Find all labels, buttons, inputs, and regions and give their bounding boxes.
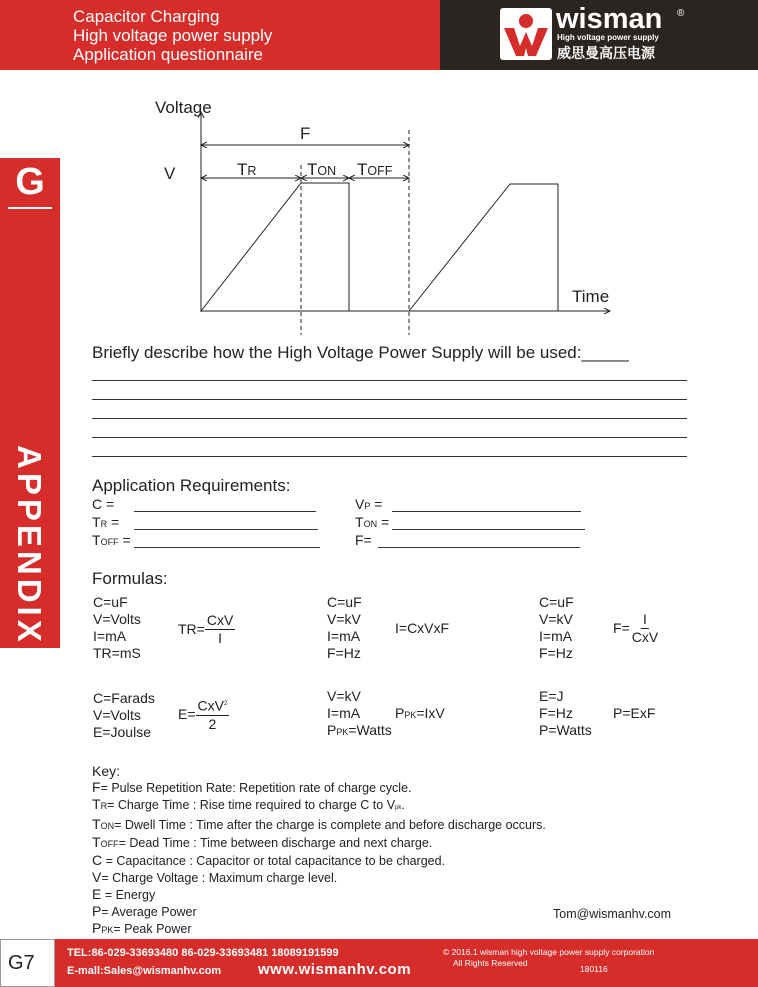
tr-label: TR bbox=[237, 160, 257, 179]
contact-email[interactable]: Tom@wismanhv.com bbox=[553, 907, 672, 921]
f-label: F bbox=[300, 124, 311, 143]
answer-line[interactable] bbox=[92, 437, 687, 438]
key-item-p: P= Average Power bbox=[92, 903, 197, 919]
brand-tagline: High voltage power supply bbox=[557, 33, 659, 42]
formula-block-peak-power: V=kV I=mA PPK=Watts bbox=[327, 688, 392, 738]
key-item-ton: TON= Dwell Time : Time after the charge is complete and before discharge occurs. bbox=[92, 816, 546, 832]
x-axis-label: Time bbox=[572, 287, 610, 306]
formula-charge-time: TR= $\frac{\text{CxV}}{I}$ bbox=[178, 612, 234, 646]
req-vp-label: VP = bbox=[355, 496, 383, 512]
header-title-line-3: Application questionnaire bbox=[73, 45, 263, 64]
section-letter: G bbox=[15, 161, 45, 203]
footer-email[interactable]: E-mall:Sales@wismanhv.com bbox=[67, 965, 222, 977]
key-item-toff: TOFF= Dead Time : Time between discharge and next charge. bbox=[92, 834, 433, 850]
toff-label: TOFF bbox=[357, 160, 393, 179]
req-tr-field[interactable] bbox=[134, 529, 318, 530]
section-title-vertical: APPENDIX bbox=[11, 445, 48, 646]
key-list bbox=[92, 779, 546, 938]
formula-energy: E= $\frac{CxV^2}{2}$ bbox=[178, 697, 228, 732]
req-f-label: F= bbox=[355, 532, 372, 548]
requirements-title: Application Requirements: bbox=[92, 476, 291, 495]
req-ton-field[interactable] bbox=[392, 529, 585, 530]
footer-website[interactable]: www.wismanhv.com bbox=[258, 961, 412, 978]
wisman-logo-icon bbox=[500, 8, 552, 60]
brand-name: wisman bbox=[556, 3, 663, 35]
v-label: V bbox=[164, 164, 176, 183]
formula-block-energy: C=Farads V=Volts E=Joulse bbox=[93, 690, 155, 740]
section-letter-rule bbox=[8, 207, 52, 209]
key-item-tr: TR= Charge Time : Rise time required to charge C to Vpk. bbox=[92, 796, 405, 812]
formula-block-charge-time: C=uF V=Volts I=mA TR=mS bbox=[93, 594, 141, 661]
req-toff-field[interactable] bbox=[134, 547, 320, 548]
formula-block-average-power: E=J F=Hz P=Watts bbox=[539, 688, 592, 738]
footer-doc-code: 180116 bbox=[580, 964, 608, 974]
formula-average-power: P=ExF bbox=[613, 705, 656, 721]
key-item-v: V= Charge Voltage : Maximum charge level. bbox=[92, 869, 338, 885]
footer-rights: All Rights Reserved bbox=[453, 958, 528, 968]
req-ton-label: TON = bbox=[355, 514, 390, 530]
key-title: Key: bbox=[92, 763, 121, 779]
key-item-ppk: PPK= Peak Power bbox=[92, 920, 192, 936]
key-item-c: C = Capacitance : Capacitor or total capacitance to be charged. bbox=[92, 852, 446, 868]
footer-tel: TEL:86-029-33693480 86-029-33693481 18089191599 bbox=[67, 947, 339, 959]
answer-line[interactable] bbox=[92, 456, 687, 457]
key-item-f: F= Pulse Repetition Rate: Repetition rate of charge cycle. bbox=[92, 779, 412, 795]
req-toff-label: TOFF = bbox=[92, 532, 131, 548]
formula-block-current: C=uF V=kV I=mA F=Hz bbox=[327, 594, 362, 661]
brand-name-chinese: 威思曼高压电源 bbox=[557, 45, 655, 61]
formula-current: I=CxVxF bbox=[395, 620, 450, 636]
registered-mark: ® bbox=[677, 8, 685, 19]
footer-copyright: © 2016.1 wisman high voltage power supply corporation bbox=[443, 947, 655, 957]
charging-waveform-diagram bbox=[140, 90, 640, 340]
pulse-1 bbox=[201, 183, 349, 311]
req-vp-field[interactable] bbox=[392, 511, 581, 512]
formula-frequency: F= $\frac{I}{\text{CxV}}$ bbox=[613, 611, 659, 645]
header-title-line-1: Capacitor Charging bbox=[73, 7, 220, 26]
req-c-label: C = bbox=[92, 496, 115, 512]
answer-line[interactable] bbox=[92, 418, 687, 419]
answer-line[interactable] bbox=[92, 399, 687, 400]
req-c-field[interactable] bbox=[134, 511, 316, 512]
req-tr-label: TR = bbox=[92, 514, 120, 530]
pulse-2 bbox=[409, 184, 558, 311]
page-number: G7 bbox=[8, 952, 35, 974]
y-axis-label: Voltage bbox=[155, 98, 212, 117]
req-f-field[interactable] bbox=[378, 547, 580, 548]
formula-block-frequency: C=uF V=kV I=mA F=Hz bbox=[539, 594, 574, 661]
ton-label: TON bbox=[307, 160, 337, 179]
header-title-line-2: High voltage power supply bbox=[73, 26, 273, 45]
formulas-title: Formulas: bbox=[92, 569, 168, 588]
answer-line[interactable] bbox=[92, 380, 687, 381]
key-item-e: E = Energy bbox=[92, 886, 156, 902]
formula-peak-power: PPK=IxV bbox=[395, 705, 445, 721]
usage-question: Briefly describe how the High Voltage Power Supply will be used:_____ bbox=[92, 343, 629, 362]
